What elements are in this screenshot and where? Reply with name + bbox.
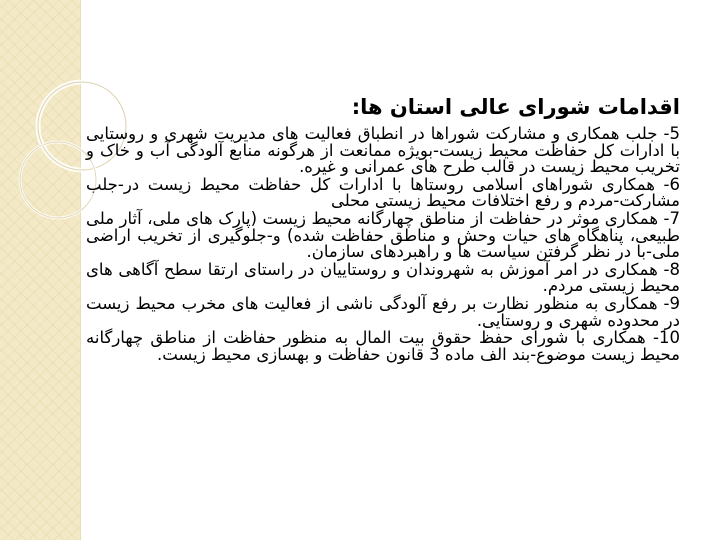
list-item-8: 8- همکاری در امر آموزش به شهروندان و روستاییان در راستای ارتقا سطح آگاهی های محیط زیستی مردم. <box>86 259 680 296</box>
list-item-6: 6- همکاری شوراهای اسلامی روستاها با ادارات کل حفاظت محیط زیست در-جلب مشارکت-مردم و رفع اختلافات محیط زیستی محلی <box>86 174 680 211</box>
slide-content <box>86 92 680 364</box>
slide-title: اقدامات شورای عالی استان ها: <box>351 95 680 119</box>
list-item-9: 9- همکاری به منظور نظارت بر رفع آلودگی ناشی از فعالیت های مخرب محیط زیست در محدوده شهری و روستایی. <box>86 293 680 330</box>
decorative-ring-inner-outline <box>20 142 96 218</box>
list-item-10: 10- همکاری با شورای حفظ حقوق بیت المال به منظور حفاظت از مناطق چهارگانه محیط زیست موضوع-بند الف ماده 3 قانون حفاظت و بهسازی محیط زیست. <box>86 328 680 364</box>
list-item-5: 5- جلب همکاری و مشارکت شوراها در انطباق فعالیت های مدیریت شهری و روستایی با ادارات کل حفاظت محیط زیست-بویژه ممانعت از هرگونه منابع آلودگی آب و خاک و تخریب محیط زیست در قالب طرح های عمرانی و غیره. <box>86 124 680 177</box>
list-item-7: 7- همکاری موثر در حفاظت از مناطق چهارگانه محیط زیست (پارک های ملی، آثار ملی طبیعی، پناهگاه های حیات وحش و مناطق حفاظت شده) و-جلوگیری از تخریب اراضی ملی-با در نظر گرفتن سیاست ها و راهبردهای سازمان. <box>86 208 680 262</box>
